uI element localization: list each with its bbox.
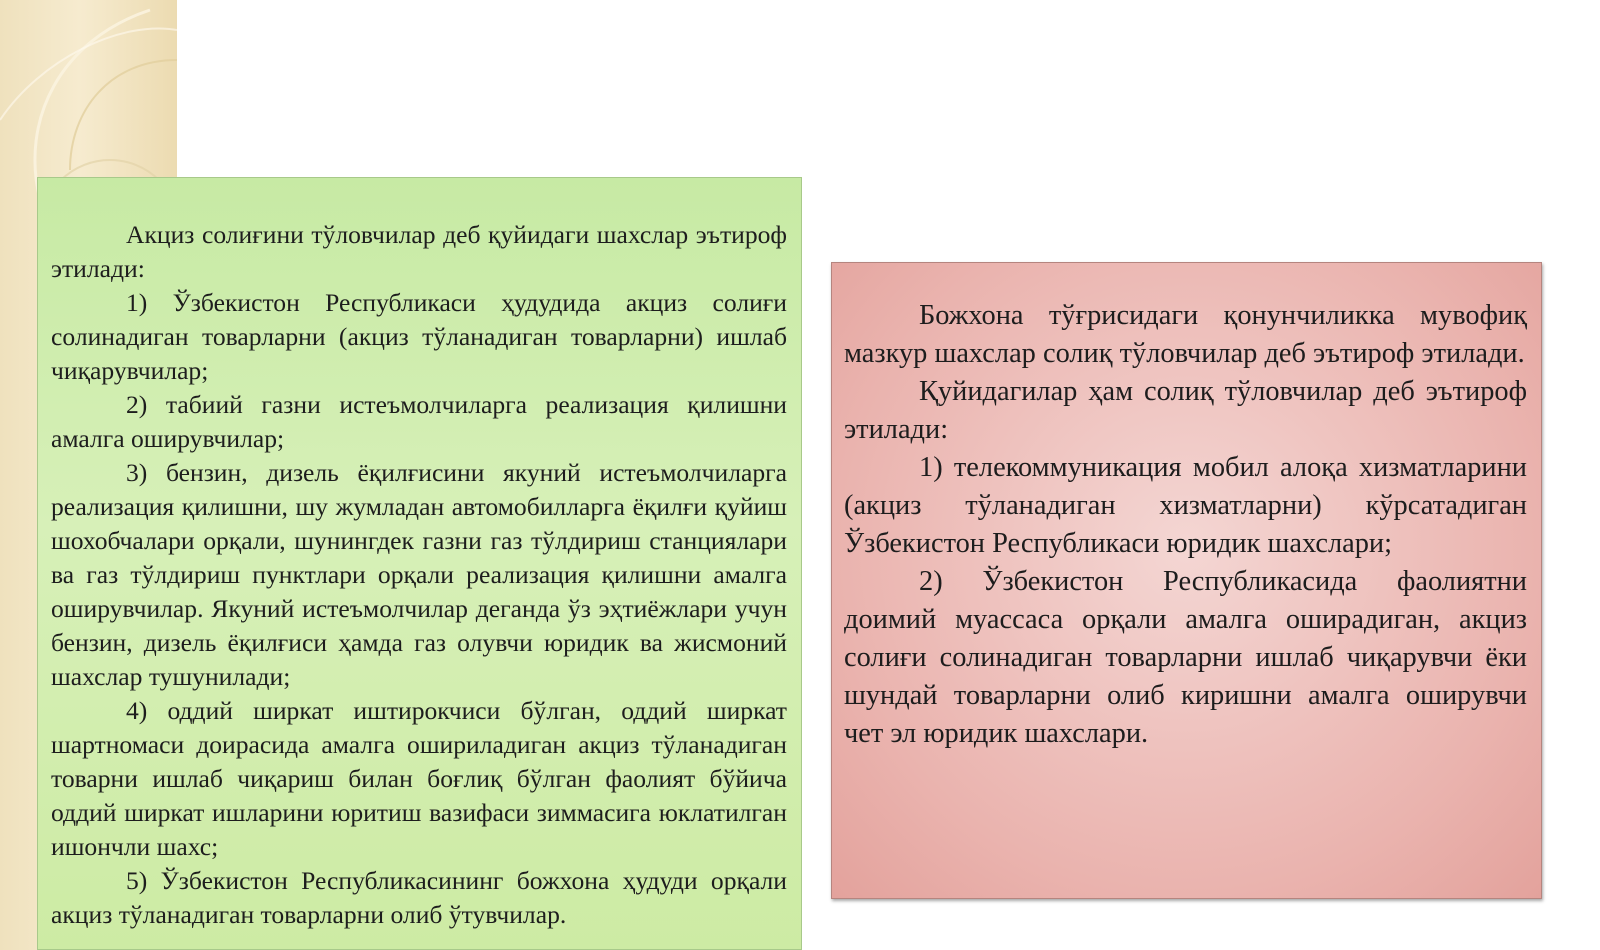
right-paragraph-lead: Қуйидагилар ҳам солиқ тўловчилар деб эътироф этилади: (844, 376, 1527, 445)
left-paragraph-item-3: 3) бензин, дизель ёқилғисини якуний истеъмолчиларга реализация қилишни, шу жумладан автомобилларга ёқилғи қуйиш шохобчалари орқали, шунингдек газни газ тўлдириш станциялари ва газ тўлдириш пунктлари орқали реализация қилишни амалга оширувчилар. Якуний истеъмолчилар деганда ўз эҳтиёжлари учун бензин, дизель ёқилғиси ҳамда газ олувчи юридик ва жисмоний шахслар тушунилади; (51, 458, 787, 691)
left-paragraph-intro: Акциз солиғини тўловчилар деб қуйидаги шахслар эътироф этилади: (51, 220, 787, 283)
left-paragraph-item-5: 5) Ўзбекистон Республикасининг божхона ҳудуди орқали акциз тўланадиган товарларни олиб ўтувчилар. (51, 866, 787, 929)
left-paragraph-item-2: 2) табиий газни истеъмолчиларга реализация қилишни амалга оширувчилар; (51, 390, 787, 453)
right-text-panel (831, 262, 1542, 899)
left-paragraph-item-4: 4) оддий ширкат иштирокчиси бўлган, оддий ширкат шартномаси доирасида амалга ошириладиган акциз тўланадиган товарни ишлаб чиқариш билан боғлиқ бўлган фаолият бўйича оддий ширкат ишларини юритиш вазифаси зиммасига юклатилган ишончли шахс; (51, 696, 787, 861)
right-paragraph-intro: Божхона тўғрисидаги қонунчиликка мувофиқ мазкур шахслар солиқ тўловчилар деб эътироф этилади. (844, 300, 1527, 369)
right-paragraph-item-2: 2) Ўзбекистон Республикасида фаолиятни доимий муассаса орқали амалга оширадиган, акциз солиғи солинадиган товарларни ишлаб чиқарувчи ёки шундай товарларни олиб киришни амалга оширувчи чет эл юридик шахслари. (844, 566, 1527, 749)
left-paragraph-item-1: 1) Ўзбекистон Республикаси ҳудудида акциз солиғи солинадиган товарларни (акциз тўланадиган товарларни) ишлаб чиқарувчилар; (51, 288, 787, 385)
left-text-panel (37, 177, 802, 950)
right-paragraph-item-1: 1) телекоммуникация мобил алоқа хизматларини (акциз тўланадиган хизматларни) кўрсатадиган Ўзбекистон Республикаси юридик шахслари; (844, 452, 1527, 559)
